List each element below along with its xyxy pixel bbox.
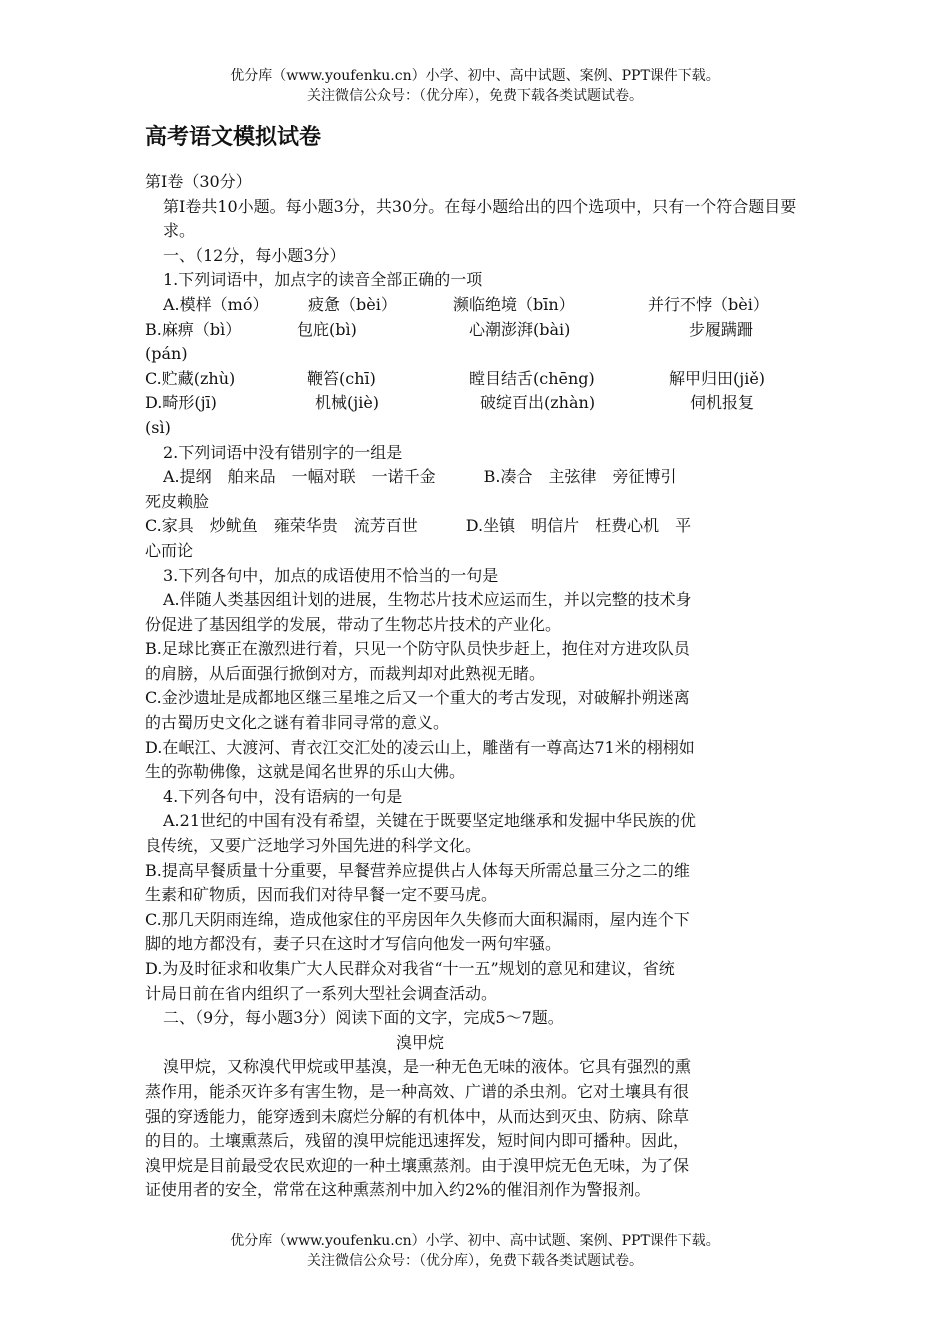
article-line-3: 强的穿透能力，能穿透到未腐烂分解的有机体中，从而达到灭虫、防病、除草 [145, 1106, 690, 1126]
q4-option-d-cont: 计局日前在省内组织了一系列大型社会调查活动。 [145, 983, 498, 1003]
section1-heading: 一、（12分，每小题3分） [163, 245, 346, 265]
q2-options-cd: C.家具 炒鱿鱼 雍荣华贵 流芳百世 D.坐镇 明信片 枉费心机 平 [145, 516, 692, 536]
q4-option-a-cont: 良传统，又要广泛地学习外国先进的科学文化。 [145, 836, 482, 856]
q1-b-2: 包庇(bì) [297, 319, 357, 339]
q2-options-ab-cont: 死皮赖脸 [145, 491, 210, 511]
q3-option-a: A.伴随人类基因组计划的进展，生物芯片技术应运而生，并以完整的技术身 [163, 590, 692, 610]
section2-heading: 二、（9分，每小题3分）阅读下面的文字，完成5～7题。 [163, 1008, 564, 1028]
header-line-1: 优分库（www.youfenku.cn）小学、初中、高中试题、案例、PPT课件下载。 [230, 68, 720, 84]
q4-option-d: D.为及时征求和收集广大人民群众对我省“十一五”规划的意见和建议，省统 [145, 959, 675, 978]
q1-option-b [145, 318, 805, 343]
q3-option-d: D.在岷江、大渡河、青衣江交汇处的凌云山上，雕凿有一尊高达71米的栩栩如 [145, 737, 695, 757]
q2-options-ab: A.提纲 舶来品 一幅对联 一诺千金 B.凑合 主弦律 旁征博引 [163, 467, 677, 487]
part1-intro: 第Ⅰ卷共10小题。每小题3分，共30分。在每小题给出的四个选项中，只有一个符合题目要求。 [163, 196, 797, 241]
page-footer [0, 1231, 950, 1271]
q1-a-3: 濒临绝境（bīn） [453, 294, 575, 314]
q1-d-1: D.畸形(jī) [145, 393, 217, 413]
q1-c-3: 瞠目结舌(chēng) [469, 368, 595, 388]
article-line-4: 的目的。土壤熏蒸后，残留的溴甲烷能迅速挥发，短时间内即可播种。因此， [145, 1131, 690, 1151]
footer-line-2: 关注微信公众号：（优分库），免费下载各类试题试卷。 [307, 1253, 643, 1269]
q4-stem: 4.下列各句中，没有语病的一句是 [163, 786, 403, 806]
q3-option-d-cont: 生的弥勒佛像，这就是闻名世界的乐山大佛。 [145, 762, 466, 782]
part1-heading: 第Ⅰ卷（30分） [145, 172, 252, 191]
q1-a-1: A.模样（mó） [163, 294, 269, 314]
q3-option-a-cont: 份促进了基因组学的发展，带动了生物芯片技术的产业化。 [145, 614, 562, 634]
article-title: 溴甲烷 [395, 1032, 444, 1052]
q1-b-1: B.麻痹（bì） [145, 319, 242, 339]
document-body [145, 118, 805, 1203]
q1-c-2: 鞭笞(chī) [307, 368, 376, 388]
q1-d-4: 伺机报复 [690, 393, 755, 413]
q4-option-b: B.提高早餐质量十分重要，早餐营养应提供占人体每天所需总量三分之二的维 [145, 860, 690, 880]
q1-option-a [145, 293, 805, 318]
q1-c-4: 解甲归田(jiě) [669, 368, 766, 388]
q2-options-cd-cont: 心而论 [145, 540, 194, 560]
article-line-6: 证使用者的安全，常常在这种熏蒸剂中加入约2%的催泪剂作为警报剂。 [145, 1180, 651, 1200]
footer-line-1: 优分库（www.youfenku.cn）小学、初中、高中试题、案例、PPT课件下载。 [230, 1233, 720, 1249]
q3-option-b-cont: 的肩膀，从后面强行掀倒对方，而裁判却对此熟视无睹。 [145, 663, 546, 683]
q3-option-c-cont: 的古蜀历史文化之谜有着非同寻常的意义。 [145, 713, 450, 733]
q1-option-c [145, 367, 805, 392]
page-header [0, 66, 950, 106]
q1-option-d [145, 391, 805, 416]
q1-option-d-cont: (sì) [145, 417, 171, 437]
q4-option-b-cont: 生素和矿物质，因而我们对待早餐一定不要马虎。 [145, 885, 498, 905]
q4-option-c-cont: 脚的地方都没有，妻子只在这时才写信向他发一两句牢骚。 [145, 934, 562, 954]
q1-a-4: 并行不悖（bèi） [648, 294, 769, 314]
q2-stem: 2.下列词语中没有错别字的一组是 [163, 442, 403, 462]
q3-stem: 3.下列各句中，加点的成语使用不恰当的一句是 [163, 565, 499, 585]
article-line-5: 溴甲烷是目前最受农民欢迎的一种土壤熏蒸剂。由于溴甲烷无色无味，为了保 [145, 1155, 690, 1175]
document-title: 高考语文模拟试卷 [145, 125, 322, 150]
header-line-2: 关注微信公众号：（优分库），免费下载各类试题试卷。 [307, 88, 643, 104]
article-line-1: 溴甲烷，又称溴代甲烷或甲基溴，是一种无色无味的液体。它具有强烈的熏 [163, 1057, 692, 1077]
q1-b-3: 心潮澎湃(bài) [469, 319, 571, 339]
q3-option-c: C.金沙遗址是成都地区继三星堆之后又一个重大的考古发现，对破解扑朔迷离 [145, 688, 690, 708]
q1-stem: 1.下列词语中，加点字的读音全部正确的一项 [163, 270, 483, 290]
q4-option-c: C.那几天阴雨连绵，造成他家住的平房因年久失修而大面积漏雨，屋内连个下 [145, 909, 690, 929]
q4-option-a: A.21世纪的中国有没有希望，关键在于既要坚定地继承和发掘中华民族的优 [163, 811, 697, 831]
q1-c-1: C.贮藏(zhù) [145, 368, 236, 388]
q1-b-4: 步履蹒跚 [689, 319, 754, 339]
q1-d-2: 机械(jiè) [315, 393, 380, 413]
q1-d-3: 破绽百出(zhàn) [480, 393, 596, 413]
q1-a-2: 疲惫（bèi） [308, 294, 397, 314]
q3-option-b: B.足球比赛正在激烈进行着，只见一个防守队员快步赶上，抱住对方进攻队员 [145, 639, 690, 659]
article-line-2: 蒸作用，能杀灭许多有害生物，是一种高效、广谱的杀虫剂。它对土壤具有很 [145, 1081, 690, 1101]
q1-option-b-cont: (pán) [145, 344, 188, 364]
